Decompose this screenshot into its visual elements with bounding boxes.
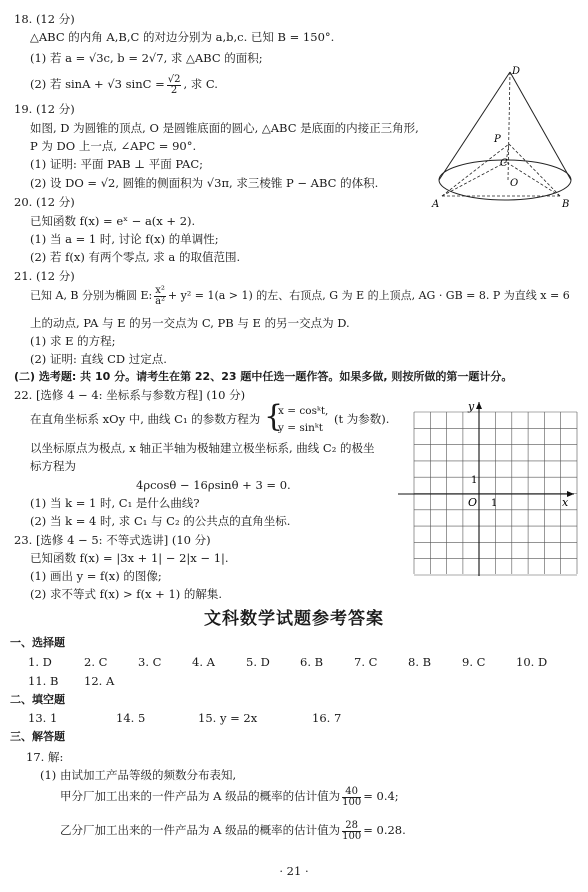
section-1: 一、选择题 xyxy=(10,636,65,649)
q19-line4: (2) 设 DO = √2, 圆锥的侧面积为 √3π, 求三棱锥 P − ABC 的体积. xyxy=(30,176,379,190)
q21-line2: 上的动点, PA 与 E 的另一交点为 C, PB 与 E 的另一交点为 D. xyxy=(30,316,350,330)
q19-line1: 如图, D 为圆锥的顶点, O 是圆锥底面的圆心, △ABC 是底面的内接正三角形, xyxy=(30,121,419,135)
answer-item: 2. C xyxy=(84,655,108,669)
a17-fraction-1: $\frac{40}{100}$ xyxy=(342,785,362,808)
q23-line1: 已知函数 f(x) = |3x + 1| − 2|x − 1|. xyxy=(30,551,229,565)
q23-line2: (1) 画出 y = f(x) 的图像; xyxy=(30,569,162,583)
q18-part2: (2) 若 sinA + √3 sinC = $\frac{√2}{2}$ , 求 C. xyxy=(30,73,218,96)
q18-head: 18. (12 分) xyxy=(14,12,75,26)
grid-origin-label: O xyxy=(468,496,478,509)
q19-line3: (1) 证明: 平面 PAB ⊥ 平面 PAC; xyxy=(30,157,204,171)
answer-item: 8. B xyxy=(408,655,432,669)
q20-line1: 已知函数 f(x) = eˣ − a(x + 2). xyxy=(30,214,196,228)
q23-line3: (2) 求不等式 f(x) > f(x + 1) 的解集. xyxy=(30,587,223,601)
a17-head: 17. 解: xyxy=(26,750,64,764)
label-P: P xyxy=(494,134,501,145)
section-3: 三、解答题 xyxy=(10,730,65,743)
answer-item: 5. D xyxy=(246,655,270,669)
grid-x-label: x xyxy=(562,496,569,509)
answer-item: 4. A xyxy=(192,655,215,669)
q18-fraction: $\frac{√2}{2}$ xyxy=(167,73,181,96)
label-D: D xyxy=(512,66,521,77)
page-number: · 21 · xyxy=(279,864,309,878)
q20-line2: (1) 当 a = 1 时, 讨论 f(x) 的单调性; xyxy=(30,232,219,246)
answer-item: 7. C xyxy=(354,655,378,669)
q21-fraction: $\frac{\text{x²}}{\text{a²}}$ xyxy=(155,284,166,307)
a17-fraction-2: $\frac{28}{100}$ xyxy=(342,819,362,842)
q22-eq1: x = cosᵏt, xyxy=(278,405,329,417)
q18-part1: (1) 若 a = √3c, b = 2√7, 求 △ABC 的面积; xyxy=(30,51,263,65)
q22-line3: 标方程为 xyxy=(30,459,76,473)
q22-polar: 4ρcosθ − 16ρsinθ + 3 = 0. xyxy=(136,478,291,492)
answer-item: 13. 1 xyxy=(28,711,58,725)
q21-line3: (1) 求 E 的方程; xyxy=(30,334,116,348)
grid-y-label: y xyxy=(468,400,475,413)
q22-part2: (2) 当 k = 4 时, 求 C₁ 与 C₂ 的公共点的直角坐标. xyxy=(30,514,291,528)
section-choice: (二) 选考题: 共 10 分。请考生在第 22、23 题中任选一题作答。如果多做, 则按所做的第一题计分。 xyxy=(14,370,513,383)
q23-head: 23. [选修 4 − 5: 不等式选讲] (10 分) xyxy=(14,533,211,547)
q20-head: 20. (12 分) xyxy=(14,195,75,209)
answer-item: 12. A xyxy=(84,674,115,688)
q22-eq2: y = sinᵏt xyxy=(278,422,323,434)
answer-item: 16. 7 xyxy=(312,711,342,725)
label-O: O xyxy=(510,178,519,189)
section-2: 二、填空题 xyxy=(10,693,65,706)
label-C: C xyxy=(500,158,508,169)
answer-item: 11. B xyxy=(28,674,59,688)
answer-item: 14. 5 xyxy=(116,711,146,725)
q22-brace: { xyxy=(264,399,284,434)
q22-line2: 以坐标原点为极点, x 轴正半轴为极轴建立极坐标系, 曲线 C₂ 的极坐 xyxy=(30,441,375,455)
answer-item: 1. D xyxy=(28,655,52,669)
q22-line1a: 在直角坐标系 xOy 中, 曲线 C₁ 的参数方程为 xyxy=(30,412,261,426)
answer-item: 3. C xyxy=(138,655,162,669)
label-B: B xyxy=(562,199,570,210)
grid-one-y: 1 xyxy=(471,475,478,486)
q22-head: 22. [选修 4 − 4: 坐标系与参数方程] (10 分) xyxy=(14,388,246,402)
answer-item: 6. B xyxy=(300,655,324,669)
answer-item: 10. D xyxy=(516,655,548,669)
answer-item: 9. C xyxy=(462,655,486,669)
a17-line2: 甲分厂加工出来的一件产品为 A 级品的概率的估计值为 $\frac{40}{100}$ = 0.4; xyxy=(60,785,399,808)
a17-line3: 乙分厂加工出来的一件产品为 A 级品的概率的估计值为 $\frac{28}{100}$ = 0.28. xyxy=(60,819,406,842)
q19-head: 19. (12 分) xyxy=(14,102,75,116)
answer-item: 15. y = 2x xyxy=(198,711,258,725)
answers-title: 文科数学试题参考答案 xyxy=(204,609,384,629)
cone-figure xyxy=(430,62,580,210)
q18-stem: △ABC 的内角 A,B,C 的对边分别为 a,b,c. 已知 B = 150°. xyxy=(30,30,335,44)
a17-line1: (1) 由试加工产品等级的频数分布表知, xyxy=(40,768,237,782)
q21-line4: (2) 证明: 直线 CD 过定点. xyxy=(30,352,167,366)
q22-line1b: (t 为参数). xyxy=(334,412,390,426)
coordinate-grid xyxy=(398,398,582,578)
q20-line3: (2) 若 f(x) 有两个零点, 求 a 的取值范围. xyxy=(30,250,241,264)
q22-part1: (1) 当 k = 1 时, C₁ 是什么曲线? xyxy=(30,496,200,510)
q19-line2: P 为 DO 上一点, ∠APC = 90°. xyxy=(30,139,197,153)
label-A: A xyxy=(432,199,440,210)
grid-one-x: 1 xyxy=(491,498,498,509)
q21-line1: 已知 A, B 分别为椭圆 E: $\frac{\text{x²}}{\text{a²}}$ + y² = 1(a > 1) 的左、右顶点, G 为 E 的上顶点, AG · GB = 8. P 为直线 x = 6 xyxy=(30,284,570,307)
q21-head: 21. (12 分) xyxy=(14,269,75,283)
